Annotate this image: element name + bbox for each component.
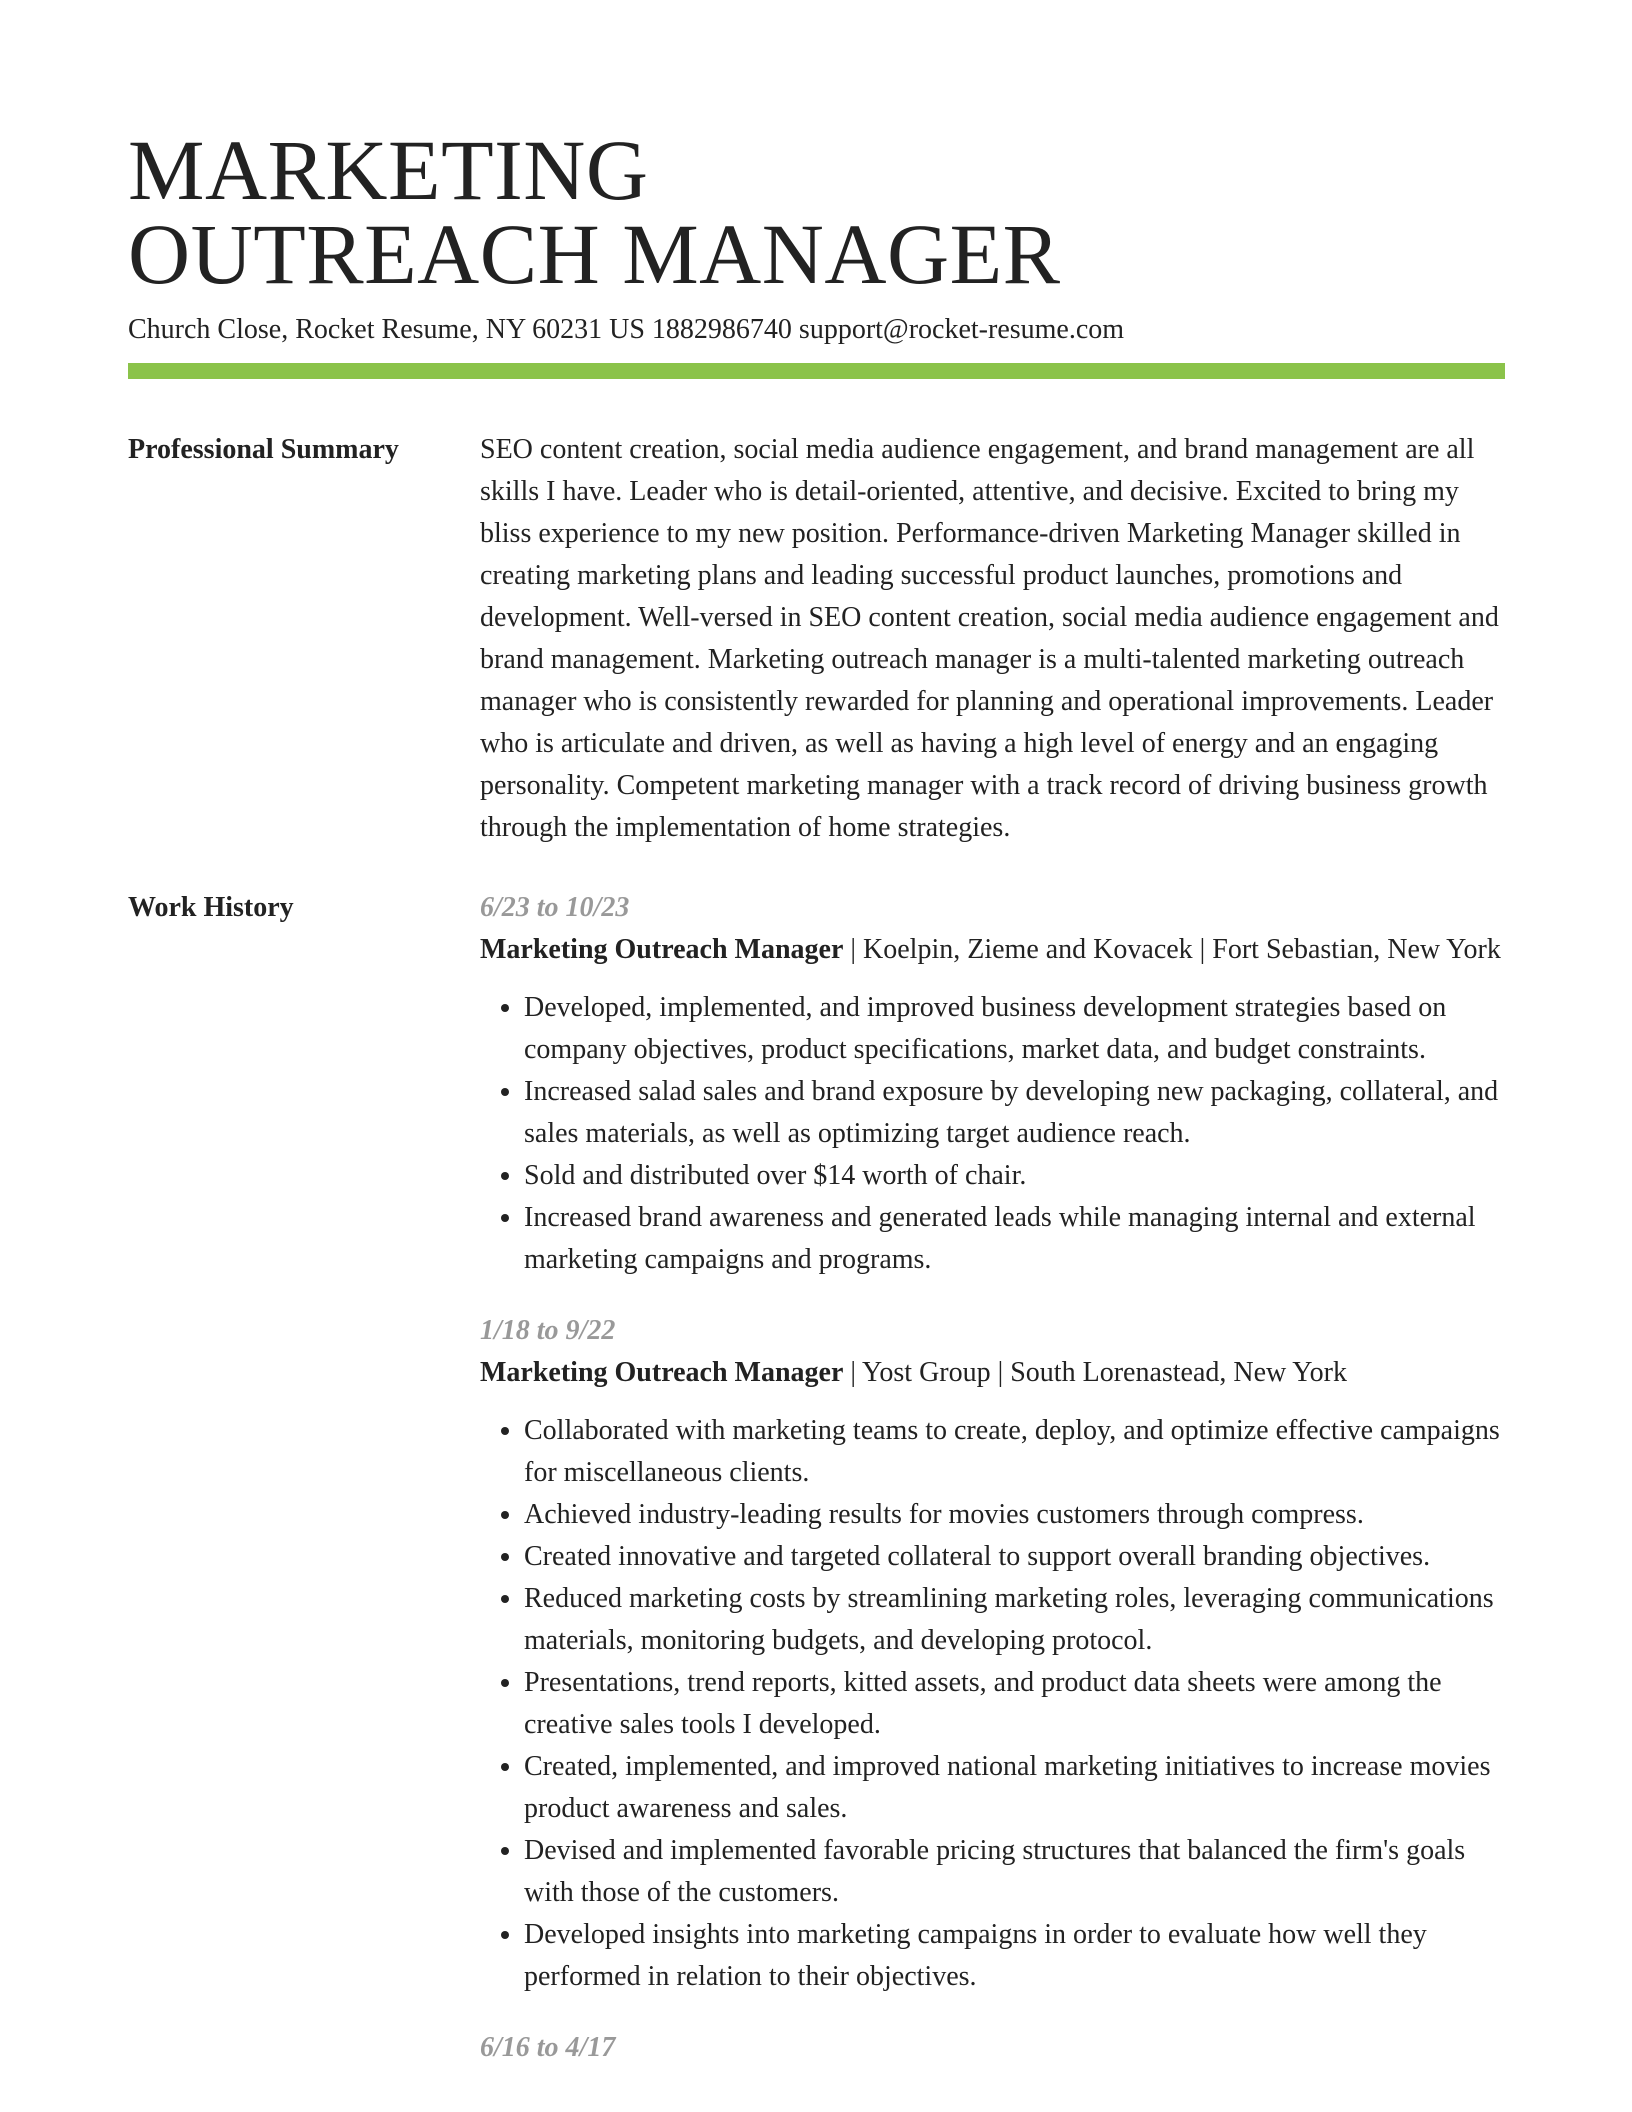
professional-summary-text: SEO content creation, social media audience engagement, and brand management are all skills I have. Leader who is detail-oriented, attentive, and decisive. Excited to bring my bliss experience to my new position. Performance-driven Marketing Manager skilled in creating marketing plans and leading successful product launches, promotions and development. Well-versed in SEO content creation, social media audience engagement and brand management. Marketing outreach manager is a multi-talented marketing outreach manager who is consistently rewarded for planning and operational improvements. Leader who is articulate and driven, as well as having a high level of energy and an engaging personality. Competent marketing manager with a track record of driving business growth through the implementation of home strategies. (480, 434, 1499, 843)
job-role: Marketing Outreach Manager (480, 934, 844, 965)
professional-summary-heading: Professional Summary (128, 434, 399, 465)
job-entry (480, 1310, 1505, 1998)
job-bullet: • Presentations, trend reports, kitted assets, and product data sheets were among the creative sales tools I developed. (524, 1662, 1505, 1746)
professional-summary-section (128, 429, 1505, 849)
header-divider (128, 363, 1505, 379)
job-entry (480, 2027, 1505, 2069)
job-bullet-list (480, 1410, 1505, 1998)
job-bullet: • Increased salad sales and brand exposure by developing new packaging, collateral, and sales materials, as well as optimizing target audience reach. (524, 1071, 1505, 1155)
resume-page (128, 0, 1505, 2098)
work-history-section (128, 887, 1505, 2098)
job-company-location: | Koelpin, Zieme and Kovacek | Fort Sebastian, New York (843, 934, 1501, 965)
title-line-1: MARKETING (128, 122, 649, 218)
job-bullet: • Developed, implemented, and improved business development strategies based on company objectives, product specifications, market data, and budget constraints. (524, 987, 1505, 1071)
job-bullet: • Developed insights into marketing campaigns in order to evaluate how well they performed in relation to their objectives. (524, 1914, 1505, 1998)
job-bullet: • Sold and distributed over $14 worth of chair. (524, 1155, 1505, 1197)
job-bullet: • Increased brand awareness and generated leads while managing internal and external marketing campaigns and programs. (524, 1197, 1505, 1281)
title-line-2: OUTREACH MANAGER (128, 206, 1061, 302)
work-history-heading: Work History (128, 892, 294, 923)
job-heading (480, 1352, 1505, 1394)
work-history-body (480, 887, 1505, 2098)
job-bullet: • Created innovative and targeted collateral to support overall branding objectives. (524, 1536, 1505, 1578)
job-company-location: | Yost Group | South Lorenastead, New York (843, 1357, 1347, 1388)
contact-info: Church Close, Rocket Resume, NY 60231 US 1882986740 support@rocket-resume.com (128, 314, 1125, 345)
job-bullet-list (480, 987, 1505, 1281)
job-heading (480, 929, 1505, 971)
job-bullet: • Collaborated with marketing teams to create, deploy, and optimize effective campaigns for miscellaneous clients. (524, 1410, 1505, 1494)
job-bullet: • Devised and implemented favorable pricing structures that balanced the firm's goals with those of the customers. (524, 1830, 1505, 1914)
job-bullet: • Created, implemented, and improved national marketing initiatives to increase movies product awareness and sales. (524, 1746, 1505, 1830)
professional-summary-body (480, 429, 1505, 849)
job-bullet: • Reduced marketing costs by streamlining marketing roles, leveraging communications materials, monitoring budgets, and developing protocol. (524, 1578, 1505, 1662)
job-bullet: • Achieved industry-leading results for movies customers through compress. (524, 1494, 1505, 1536)
job-dates: 6/16 to 4/17 (480, 2032, 616, 2063)
job-entry (480, 887, 1505, 1281)
job-role: Marketing Outreach Manager (480, 1357, 844, 1388)
job-dates: 6/23 to 10/23 (480, 892, 630, 923)
resume-title (128, 0, 1505, 302)
job-dates: 1/18 to 9/22 (480, 1315, 616, 1346)
